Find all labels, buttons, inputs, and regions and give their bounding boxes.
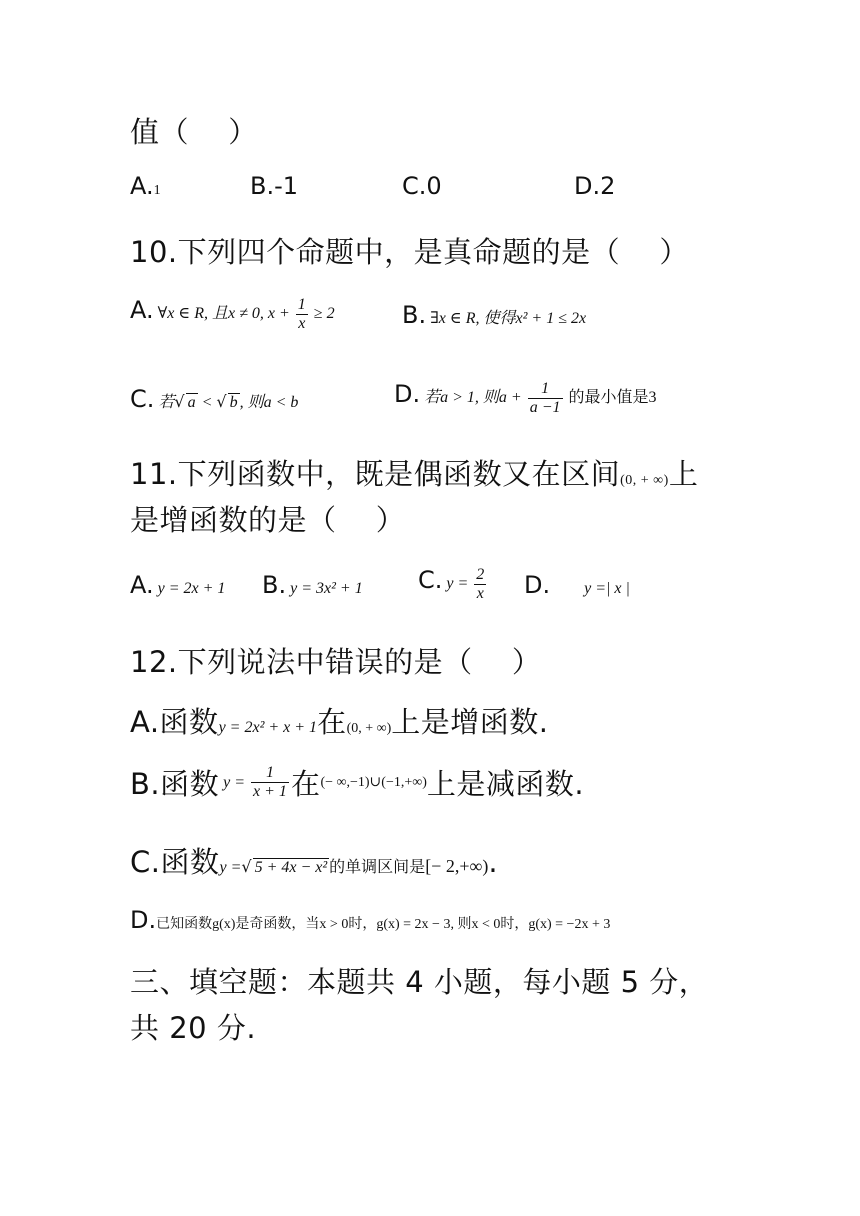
q12-option-b[interactable]: B.函数 y = $\frac{1}{x + 1}$ 在(− ∞,−1)∪(−1,+∞)上是减函数.	[130, 764, 585, 801]
q12-option-a[interactable]: A.函数y = 2x² + x + 1在(0, + ∞)上是增函数.	[130, 705, 549, 739]
q12-option-c[interactable]: C.函数y =√ 5 + 4x − x² 的单调区间是[− 2,+∞).	[130, 845, 499, 879]
q9-tail: 值（ ）	[130, 115, 258, 149]
q11-stem-line2: 是增函数的是（ ）	[130, 503, 406, 537]
q10-stem: 10.下列四个命题中，是真命题的是（ ）	[130, 235, 689, 269]
q9-option-b[interactable]: B.-1	[250, 172, 299, 200]
q10-option-b[interactable]: B. ∃x ∈ R, 使得x² + 1 ≤ 2x	[402, 300, 587, 329]
q9-option-c[interactable]: C.0	[402, 172, 442, 200]
q10-options-cd	[130, 380, 657, 417]
q11-stem-line1: 11.下列函数中，既是偶函数又在区间(0, + ∞)上	[130, 457, 699, 491]
q9-options	[130, 172, 615, 200]
q10-option-a[interactable]: A. ∀x ∈ R, 且x ≠ 0, x + $\frac{1}{x}$ ≥ 2	[130, 296, 335, 332]
q10-option-c[interactable]: C. 若√ a < √ b , 则a < b	[130, 384, 299, 413]
q11-option-d[interactable]: D. y =| x |	[524, 570, 630, 599]
q11-option-a[interactable]: A. y = 2x + 1	[130, 570, 226, 599]
sqrt-icon: √	[241, 857, 252, 876]
q10-a-fraction: $\frac{1}{x}$	[297, 296, 306, 332]
q12-option-d[interactable]: D.已知函数g(x)是奇函数，当x > 0时，g(x) = 2x − 3, 则x < 0时，g(x) = −2x + 3	[130, 906, 611, 934]
q11-options	[130, 566, 630, 603]
section-3-heading-line1: 三、填空题：本题共 4 小题，每小题 5 分，	[130, 965, 709, 999]
section-3-heading-line2: 共 20 分.	[130, 1011, 257, 1045]
q11-c-fraction: $\frac{2}{x}$	[476, 566, 485, 602]
q9-option-d[interactable]: D.2	[574, 172, 616, 200]
q12-b-fraction: $\frac{1}{x + 1}$	[253, 764, 287, 800]
sqrt-icon: √	[174, 391, 185, 411]
q10-options-ab	[130, 296, 586, 333]
q11-option-c[interactable]: C. y = $\frac{2}{x}$	[418, 566, 485, 602]
q10-option-d[interactable]: D. 若a > 1, 则a + $\frac{1}{a -1}$ 的最小值是3	[394, 380, 657, 416]
q11-option-b[interactable]: B. y = 3x² + 1	[262, 570, 363, 599]
q12-stem: 12.下列说法中错误的是（ ）	[130, 645, 542, 679]
sqrt-icon: √	[216, 391, 227, 411]
q9-option-a[interactable]: A.1	[130, 172, 161, 200]
q10-d-fraction: $\frac{1}{a -1}$	[529, 380, 561, 416]
